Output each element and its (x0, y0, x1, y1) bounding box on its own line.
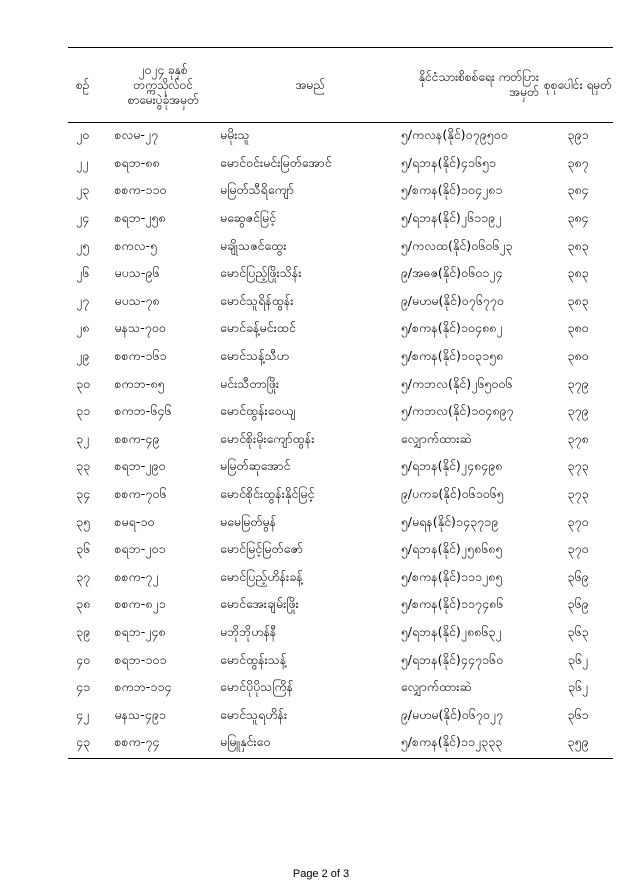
cell-no: ၂၄ (76, 210, 90, 226)
cell-nrc: ၅/စကန(နိုင်)၁၁၇၄၈၆ (400, 596, 504, 612)
cell-nrc: ၉/မဟမ(နိုင်)၀၆၇၀၂၇ (400, 706, 503, 722)
cell-nrc: ၅/ကဘလ(နိုင်)၂၆၅၀၀၆ (400, 375, 513, 391)
cell-reg: စရဘ-၂၅၈ (114, 210, 166, 226)
cell-reg: စရဘ-၂၉၀ (114, 458, 166, 474)
cell-score: ၃၇၃ (567, 486, 589, 502)
cell-reg: စစက-၇၂ (114, 568, 159, 584)
table-row (68, 730, 613, 758)
cell-nrc: ၅/ရဘန(နိုင်)၂၄၈၄၉၈ (400, 458, 503, 474)
cell-nrc: ၅/စကန(နိုင်)၁၀၃၁၅၈ (400, 348, 504, 364)
cell-no: ၃၃ (76, 458, 91, 474)
cell-reg: စရဘ-၂၀၁ (114, 541, 166, 557)
table-row (68, 344, 613, 372)
cell-no: ၂၅ (76, 237, 90, 253)
cell-no: ၃၅ (76, 513, 91, 529)
table-row (68, 675, 613, 703)
cell-score: ၃၆၂ (567, 679, 589, 695)
cell-score: ၃၇၀ (567, 541, 589, 557)
table-row (68, 261, 613, 289)
cell-nrc: ၉/ပကခ(နိုင်)၀၆၁၀၆၅ (400, 486, 504, 502)
cell-score: ၃၇၃ (567, 458, 589, 474)
table-row (68, 620, 613, 648)
table-row (68, 178, 613, 206)
table-row (68, 427, 613, 455)
cell-nrc: ၅/စကန(နိုင်)၁၁၂၃၃၃ (401, 730, 543, 758)
cell-name: မဘိုဘိုဟန်နီ (220, 623, 277, 639)
cell-reg: စစက-၇၀၆ (114, 486, 167, 502)
page-number: Page 2 of 3 (292, 868, 350, 880)
cell-name: မောင်သူရဟိန်း (220, 706, 288, 722)
table-row (68, 289, 613, 317)
cell-name: မချိုသဇင်ထွေး (220, 237, 287, 253)
cell-name: မောင်ထွန်းသန့် (220, 651, 287, 667)
cell-no: ၃၈ (76, 596, 91, 612)
header-reg: ၂၀၂၄ ခုနှစ် တက္ကသိုလ်ဝင် စာမေးပွဲခုံအမှတ် (115, 48, 213, 123)
cell-score: ၃၅၉ (543, 730, 613, 758)
cell-reg: စရဘ-၁၀၁ (114, 651, 167, 667)
cell-name: မောင်ခန့်မင်းထင် (220, 320, 296, 336)
cell-name: မမြတ်သီရိကျော် (220, 182, 294, 198)
cell-no: ၃၁ (76, 403, 91, 419)
cell-score: ၃၆၃ (567, 623, 589, 639)
cell-nrc: ၅/ရဘန(နိုင်)၄၁၆၅၁ (400, 154, 496, 170)
cell-score: ၃၆၉ (567, 568, 589, 584)
cell-reg: မပသ-၇၈ (114, 292, 160, 308)
cell-name: မမြတ်ဆုအောင် (220, 458, 291, 474)
table-row (68, 151, 613, 179)
cell-reg: မပသ-၉၆ (114, 265, 160, 281)
header-score: စုစုပေါင်း ရမှတ် (543, 48, 613, 123)
table-row (68, 565, 613, 593)
cell-name: မောင်သူရိန်ထွန်း (220, 292, 294, 308)
cell-no: ၃၂ (76, 430, 90, 446)
cell-nrc: လျှောက်ထားဆဲ (400, 430, 472, 446)
cell-name: မောင်ဝင်းမင်းမြတ်အောင် (220, 154, 332, 170)
cell-score: ၃၇၀ (567, 513, 589, 529)
cell-reg: မနသ-၇၀၀ (114, 320, 166, 336)
cell-name: မောင်စိုးမိုးကျော်ထွန်း (220, 430, 315, 446)
cell-no: ၂၆ (76, 265, 90, 281)
cell-name: မောင်ပြည့်ဟိန်းခန့် (220, 568, 303, 584)
header-no: စဉ် (68, 48, 115, 123)
cell-nrc: ၅/ရဘန(နိုင်)၂၈၈၆၃၂ (400, 623, 502, 639)
cell-name: မောင်သန့်သီဟ (220, 348, 289, 364)
cell-name: မမိုးသူ (220, 127, 250, 143)
header-nrc: နိုင်ငံသားစိစစ်ရေး ကတ်ပြားအမှတ် (401, 48, 543, 123)
cell-no: ၂၃ (76, 182, 90, 198)
cell-nrc: လျှောက်ထားဆဲ (400, 679, 472, 695)
cell-reg: မနသ-၄၉၁ (114, 706, 166, 722)
cell-score: ၃၈၄ (567, 182, 589, 198)
cell-score: ၃၈၄ (567, 210, 589, 226)
cell-reg: စစက-၇၄ (115, 730, 213, 758)
table-row (68, 233, 613, 261)
table-row (68, 647, 613, 675)
table-row (68, 206, 613, 234)
cell-nrc: ၉/အဓဇ(နိုင်)၀၆၀၁၂၄ (400, 265, 503, 281)
cell-no: ၃၆ (76, 541, 91, 557)
cell-reg: စလမ-၂၇ (114, 127, 159, 143)
cell-name: မမေမြတ်မွန် (220, 513, 277, 529)
cell-score: ၃၈၃ (567, 292, 589, 308)
results-table (68, 47, 613, 759)
cell-no: ၃၀ (76, 375, 91, 391)
cell-score: ၃၆၉ (567, 596, 589, 612)
cell-name: မောင်ပိုပိုသကြိန် (220, 679, 294, 695)
cell-no: ၄၃ (68, 730, 115, 758)
cell-name: မင်းသီတာဖြိုး (220, 375, 280, 391)
table-header (68, 48, 613, 123)
cell-reg: စမရ-၁၀ (114, 513, 155, 529)
cell-score: ၃၈၀ (567, 348, 589, 364)
table-row (68, 592, 613, 620)
cell-nrc: ၅/ကလထ(နိုင်)၀၆၀၆၂၃ (400, 237, 513, 253)
cell-nrc: ၅/စကန(နိုင်)၁၀၄၂၈၁ (400, 182, 503, 198)
cell-name: မောင်ပြည့်ဖြိုးသိန်း (220, 265, 302, 281)
table-row (68, 316, 613, 344)
cell-name: မောင်ထွန်းဝေယျ (220, 403, 296, 419)
cell-no: ၃၄ (76, 486, 91, 502)
cell-score: ၃၆၁ (567, 706, 589, 722)
cell-reg: စစက-၁၁၀ (114, 182, 167, 198)
table-row (68, 123, 613, 151)
table-body (68, 123, 613, 759)
table-row (68, 537, 613, 565)
cell-score: ၃၆၂ (567, 651, 589, 667)
table-row (68, 702, 613, 730)
table-row (68, 454, 613, 482)
cell-reg: စကဘ-၁၁၄ (114, 679, 172, 695)
cell-score: ၃၈၃ (567, 237, 589, 253)
cell-name: မောင်စိုင်းထွန်းနိုင်မြင့် (220, 486, 315, 502)
header-name: အမည် (212, 48, 401, 123)
cell-nrc: ၅/ကဘလ(နိုင်)၁၀၄၈၉၇ (400, 403, 514, 419)
cell-nrc: ၅/ရဘန(နိုင်)၄၄၇၁၆၀ (400, 651, 503, 667)
cell-nrc: ၅/မရန(နိုင်)၁၄၃၇၁၉ (400, 513, 499, 529)
cell-score: ၃၇၉ (567, 375, 589, 391)
cell-no: ၂၂ (76, 154, 89, 170)
cell-no: ၂၈ (76, 320, 90, 336)
cell-reg: စစက-၈၂၁ (114, 596, 166, 612)
cell-reg: စကဘ-၈၅ (114, 375, 165, 391)
cell-score: ၃၈၃ (567, 265, 589, 281)
cell-no: ၄၀ (76, 651, 91, 667)
cell-no: ၄၁ (76, 679, 91, 695)
cell-no: ၄၂ (76, 706, 90, 722)
cell-name: မဆွေဇင်မြင့် (220, 210, 277, 226)
cell-no: ၃၉ (76, 623, 91, 639)
cell-score: ၃၇၉ (567, 403, 589, 419)
cell-nrc: ၅/စကန(နိုင်)၁၀၄၈၈၂ (400, 320, 503, 336)
table-row (68, 399, 613, 427)
cell-score: ၃၉၁ (567, 127, 589, 143)
cell-score: ၃၈၀ (567, 320, 589, 336)
cell-reg: စကဘ-၆၄၆ (114, 403, 172, 419)
cell-nrc: ၅/ရဘန(နိုင်)၂၅၈၆၈၅ (400, 541, 503, 557)
cell-reg: စစက-၁၆၁ (114, 348, 167, 364)
cell-nrc: ၅/ကလန(နိုင်)၀၇၉၅၀၀ (400, 127, 508, 143)
cell-score: ၃၇၈ (567, 430, 589, 446)
table-row (68, 371, 613, 399)
cell-reg: စကလ-၅ (114, 237, 158, 253)
cell-nrc: ၅/စကန(နိုင်)၁၁၁၂၈၅ (400, 568, 503, 584)
table-row (68, 482, 613, 510)
table-row (68, 509, 613, 537)
cell-score: ၃၈၇ (567, 154, 589, 170)
cell-reg: စစက-၄၉ (114, 430, 160, 446)
cell-nrc: ၉/မဟမ(နိုင်)၀၇၆၇၇၀ (400, 292, 504, 308)
cell-no: ၂၉ (76, 348, 90, 364)
cell-no: ၂၇ (76, 292, 90, 308)
cell-name: မောင်မြင့်မြတ်ဇော် (220, 541, 303, 557)
cell-no: ၂၀ (76, 127, 90, 143)
cell-name: မောင်အေးချမ်းဖြိုး (220, 596, 299, 612)
cell-reg: စရဘ-၈၈ (114, 154, 160, 170)
cell-nrc: ၅/ရဘန(နိုင်)၂၆၁၁၉၂ (400, 210, 502, 226)
cell-name: မမြူနှင်းဝေ (212, 730, 401, 758)
cell-reg: စရဘ-၂၄၈ (114, 623, 166, 639)
cell-no: ၃၇ (76, 568, 91, 584)
